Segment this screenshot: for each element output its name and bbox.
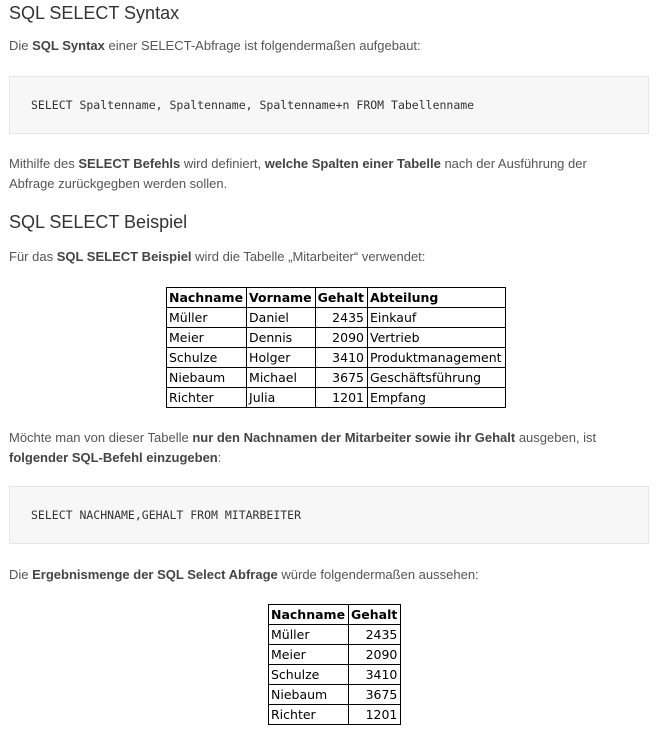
table-row: [269, 685, 401, 705]
cell-vorname: Michael: [247, 368, 316, 388]
cell-nachname: Richter: [269, 705, 349, 725]
query-question-bold2: folgender SQL-Befehl einzugeben: [9, 450, 218, 465]
cell-abteilung: Produktmanagement: [367, 348, 505, 368]
table-row: [269, 665, 401, 685]
cell-abteilung: Geschäftsführung: [367, 368, 505, 388]
cell-nachname: Richter: [167, 388, 247, 408]
cell-abteilung: Vertrieb: [367, 328, 505, 348]
syntax-description-text-mid: wird definiert,: [180, 156, 265, 171]
cell-gehalt: 3675: [349, 685, 401, 705]
example-intro-text: Für das: [9, 249, 57, 264]
cell-vorname: Dennis: [247, 328, 316, 348]
cell-nachname: Müller: [167, 308, 247, 328]
table-row: [167, 388, 506, 408]
query-question-text: Möchte man von dieser Tabelle: [9, 430, 193, 445]
result-intro: [9, 565, 649, 585]
cell-vorname: Daniel: [247, 308, 316, 328]
query-question-bold1: nur den Nachnamen der Mitarbeiter sowie ihr Gehalt: [192, 430, 516, 445]
query-question-text-mid: ausgeben, ist: [515, 430, 597, 445]
cell-gehalt: 3410: [349, 665, 401, 685]
cell-gehalt: 3410: [315, 348, 367, 368]
cell-nachname: Schulze: [269, 665, 349, 685]
syntax-intro: [9, 36, 649, 56]
example-intro-text-end: wird die Tabelle „Mitarbeiter“ verwendet:: [191, 249, 426, 264]
syntax-description-bold2: welche Spalten einer Tabelle: [264, 156, 441, 171]
syntax-intro-text: Die: [9, 38, 33, 53]
cell-nachname: Niebaum: [167, 368, 247, 388]
query-question: [9, 428, 649, 468]
syntax-description: [9, 154, 629, 194]
cell-abteilung: Empfang: [367, 388, 505, 408]
column-header: Abteilung: [367, 288, 505, 308]
cell-gehalt: 2090: [349, 645, 401, 665]
cell-nachname: Meier: [269, 645, 349, 665]
cell-gehalt: 2090: [315, 328, 367, 348]
cell-gehalt: 1201: [315, 388, 367, 408]
cell-nachname: Schulze: [167, 348, 247, 368]
cell-gehalt: 1201: [349, 705, 401, 725]
result-intro-text-end: würde folgendermaßen aussehen:: [277, 567, 479, 582]
heading-sql-select-beispiel: SQL SELECT Beispiel: [9, 212, 188, 232]
table-ergebnis: [268, 604, 401, 725]
column-header: Nachname: [167, 288, 247, 308]
cell-nachname: Meier: [167, 328, 247, 348]
cell-abteilung: Einkauf: [367, 308, 505, 328]
cell-vorname: Julia: [247, 388, 316, 408]
table-row: [167, 348, 506, 368]
code-block-syntax: [9, 76, 649, 134]
cell-gehalt: 3675: [315, 368, 367, 388]
table-row: [269, 705, 401, 725]
cell-nachname: Niebaum: [269, 685, 349, 705]
cell-gehalt: 2435: [315, 308, 367, 328]
table-row: [269, 645, 401, 665]
syntax-intro-text-end: einer SELECT-Abfrage ist folgendermaßen aufgebaut:: [104, 38, 421, 53]
column-header: Gehalt: [315, 288, 367, 308]
table-header-row: [167, 288, 506, 308]
cell-vorname: Holger: [247, 348, 316, 368]
table-header-row: [269, 605, 401, 625]
column-header: Gehalt: [349, 605, 401, 625]
syntax-intro-bold: SQL Syntax: [32, 38, 105, 53]
query-question-text-end: :: [217, 450, 222, 465]
table-row: [167, 368, 506, 388]
table-mitarbeiter: [166, 287, 506, 408]
syntax-description-text: Mithilfe des: [9, 156, 79, 171]
table-row: [167, 328, 506, 348]
code-block-example: [9, 486, 649, 544]
column-header: Nachname: [269, 605, 349, 625]
example-intro-bold: SQL SELECT Beispiel: [56, 249, 192, 264]
result-intro-text: Die: [9, 567, 33, 582]
cell-gehalt: 2435: [349, 625, 401, 645]
code-example-text: SELECT NACHNAME,GEHALT FROM MITARBEITER: [31, 508, 302, 522]
column-header: Vorname: [247, 288, 316, 308]
syntax-description-text-end: nach der Ausführung der Abfrage zurückgegben werden sollen.: [9, 156, 587, 191]
table-row: [269, 625, 401, 645]
syntax-description-bold1: SELECT Befehls: [78, 156, 181, 171]
example-intro: [9, 247, 649, 267]
table-row: [167, 308, 506, 328]
cell-nachname: Müller: [269, 625, 349, 645]
heading-sql-select-syntax: SQL SELECT Syntax: [9, 3, 180, 23]
result-intro-bold: Ergebnismenge der SQL Select Abfrage: [32, 567, 278, 582]
code-syntax-text: SELECT Spaltenname, Spaltenname, Spaltenname+n FROM Tabellenname: [31, 98, 475, 112]
